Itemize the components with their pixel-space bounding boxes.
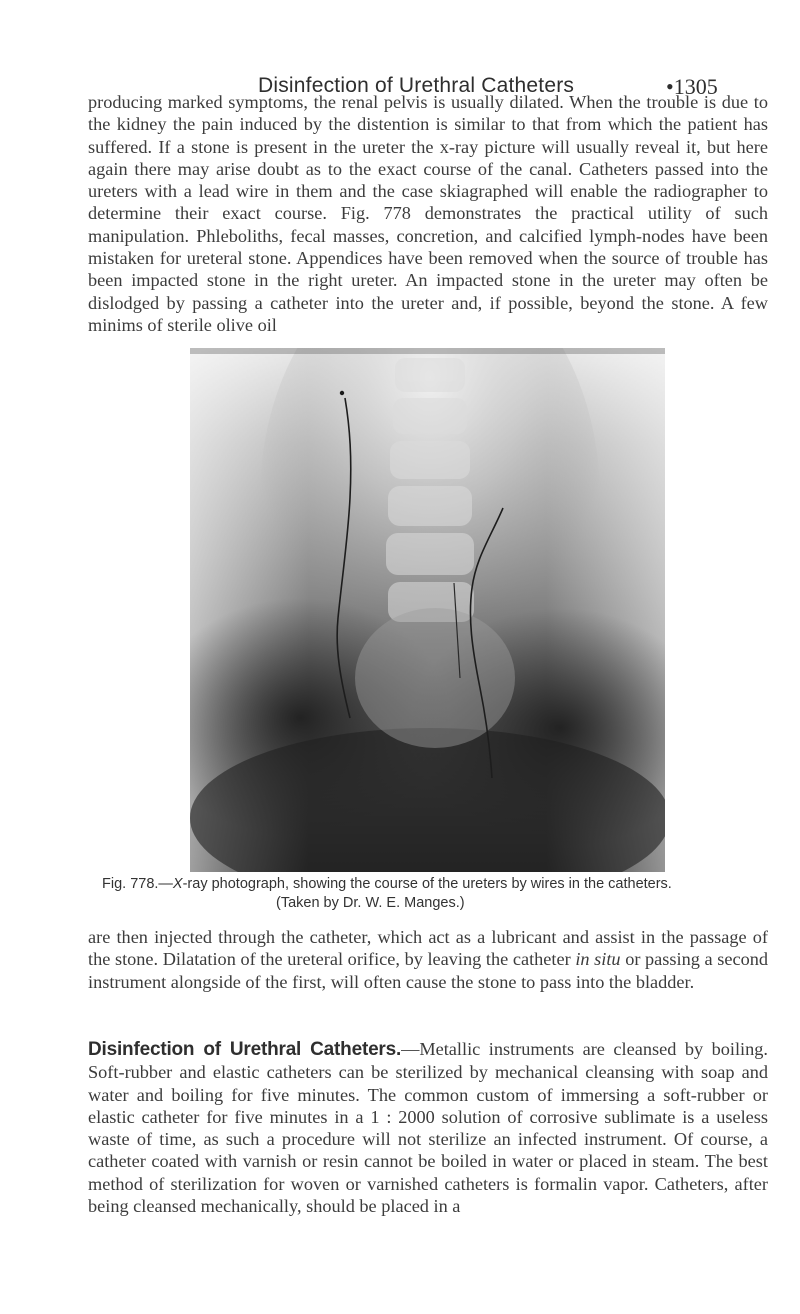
- caption-text: -ray photograph, showing the course of the ureters by wires in the catheters.: [182, 876, 672, 892]
- figure-caption: [88, 875, 768, 913]
- section-heading: Disinfection of Urethral Catheters.: [88, 1039, 402, 1060]
- paragraph2-italic: in situ: [575, 949, 621, 970]
- xray-photograph: [190, 348, 665, 872]
- paragraph2-part1: are then injected through the catheter, which act as a lubricant and assist in the passage of the stone. Dilatation of the ureteral orifice, by leaving the catheter: [88, 927, 768, 970]
- caption-xray: X: [172, 876, 183, 892]
- caption-label: Fig. 778.—: [102, 876, 173, 892]
- running-header: [88, 0, 768, 100]
- caption-main: [88, 875, 768, 894]
- body-paragraph-continued: [88, 926, 768, 993]
- paragraph2-part2: or passing a second instrument alongside of the first, will often cause the stone to pass into the bladder.: [88, 949, 768, 992]
- section-text: —Metallic instruments are cleansed by boiling. Soft-rubber and elastic catheters can be sterilized by mechanical cleansing with soap and water and boiling for five minutes. The common custom of immersing a soft-rubber or elastic catheter for five minutes in a 1 : 2000 solution of corrosive sublimate is a useless waste of time, as such a procedure will not sterilize an infected instrument. Of course, a catheter coated with varnish or resin cannot be boiled in water or placed in steam. The best method of sterilization for woven or varnished catheters is formalin vapor. Catheters, after being cleansed mechanically, should be placed in a: [88, 1039, 768, 1217]
- caption-credit: (Taken by Dr. W. E. Manges.): [276, 895, 465, 911]
- section-paragraph: [88, 1038, 768, 1217]
- body-paragraph-top: producing marked symptoms, the renal pelvis is usually dilated. When the trouble is due to the kidney the pain induced by the distention is similar to that from which the patient has suffered. If a stone is present in the ureter the x-ray picture will usually reveal it, but here again there may arise doubt as to the exact course of the canal. Catheters passed into the ureters with a lead wire in them and the case skiagraphed will enable the radiographer to determine their exact course. Fig. 778 demonstrates the practical utility of such manipulation. Phleboliths, fecal masses, concretion, and calcified lymph-nodes have been mistaken for ureteral stone. Appendices have been removed when the source of trouble has been impacted stone in the right ureter. An impacted stone in the ureter may often be dislodged by passing a catheter into the ureter and, if possible, beyond the stone. A few minims of sterile olive oil: [88, 92, 768, 335]
- xray-figure: [190, 348, 665, 872]
- book-page: [88, 0, 768, 1217]
- running-title: Disinfection of Urethral Catheters: [258, 74, 575, 97]
- page-number: •1305: [666, 74, 718, 99]
